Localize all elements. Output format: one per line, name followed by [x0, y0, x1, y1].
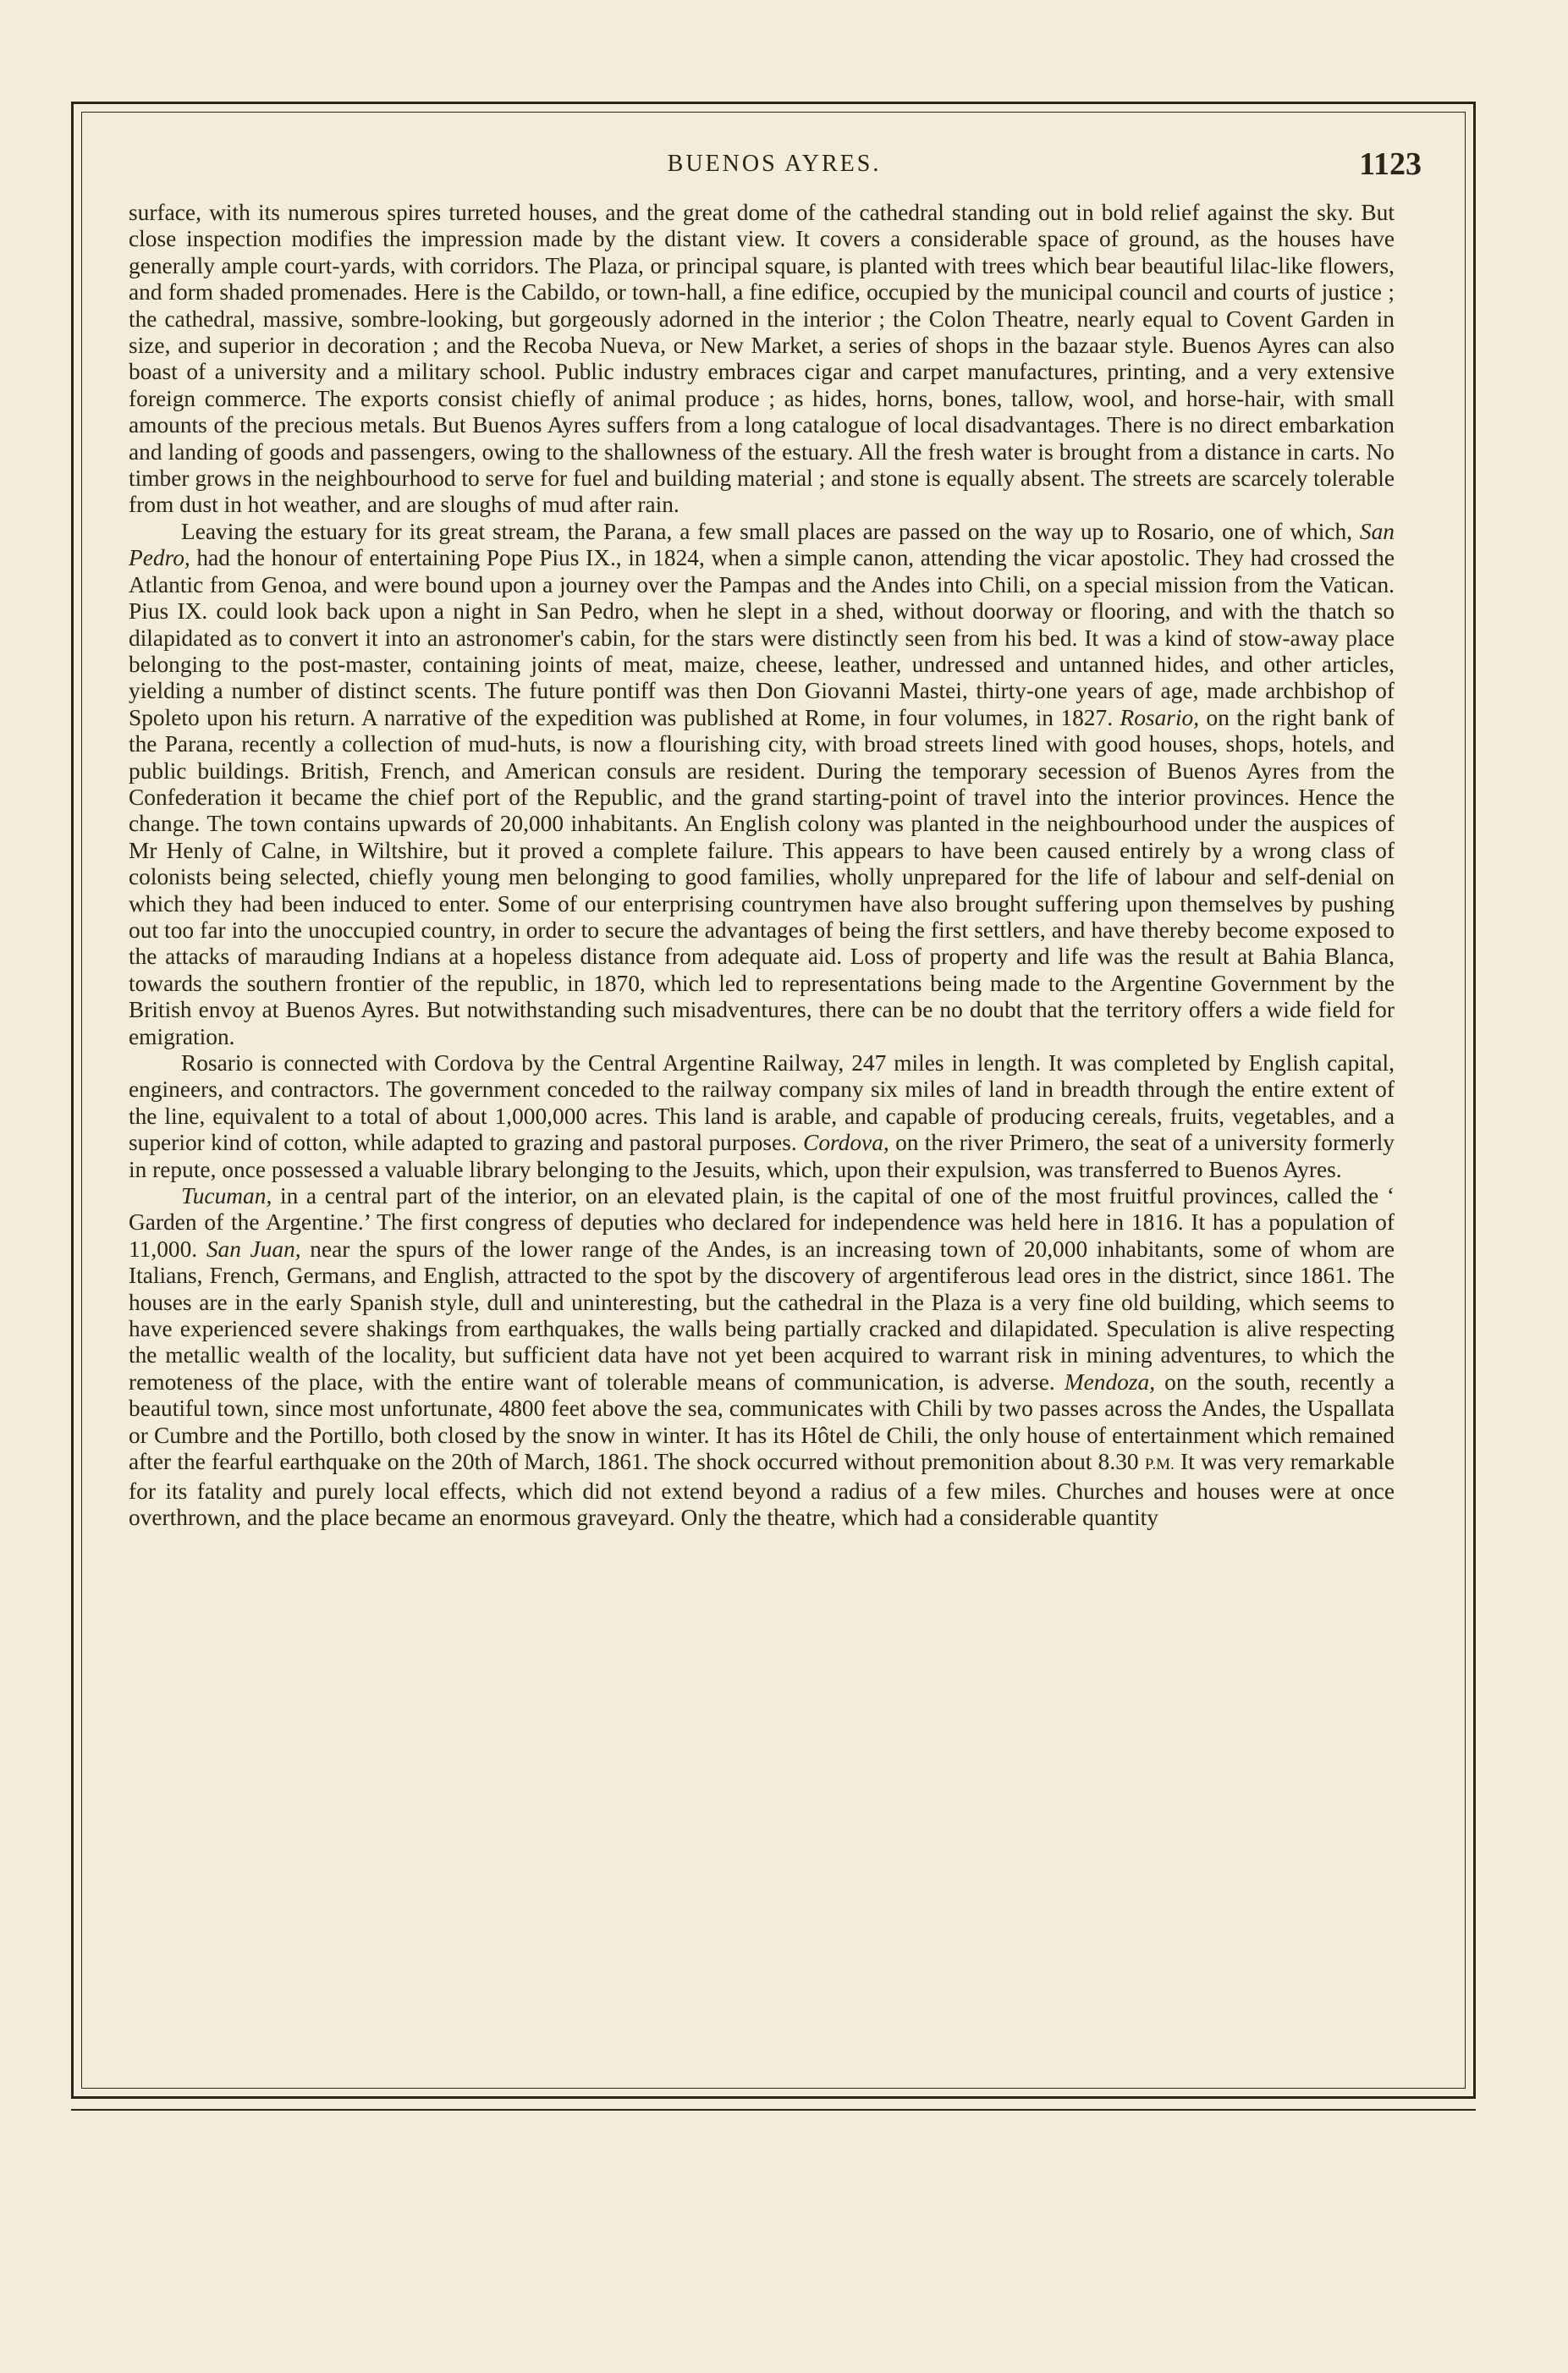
- time-abbreviation: P.M.: [1144, 1456, 1175, 1474]
- place-name-tucuman: Tucuman,: [181, 1183, 272, 1209]
- text-run: on the south, recently a beautiful town, since most unfortunate, 4800 feet above the sea, communicates with Chili by two passes across the Andes, the Uspallata or Cumbre and the Portillo, both closed by the snow in winter. It has its Hôtel de Chili, the only house of entertainment which remained after the fearful earthquake on the 20th of March, 1861. The shock occurred without premonition about 8.30: [129, 1368, 1395, 1475]
- text-run: Leaving the estuary for its great stream, the Parana, a few small places are passed on the way up to Rosario, one of which,: [181, 518, 1360, 544]
- paragraph-1: surface, with its numerous spires turreted houses, and the great dome of the cathedral standing out in bold relief against the sky. But close inspection modifies the impression made by the distant view. It covers a considerable space of ground, as the houses have generally ample court-yards, with corridors. The Plaza, or principal square, is planted with trees which bear beautiful lilac-like flowers, and form shaded promenades. Here is the Cabildo, or town-hall, a fine edifice, occupied by the municipal council and courts of justice ; the cathedral, massive, sombre-looking, but gorgeously adorned in the interior ; the Colon Theatre, nearly equal to Covent Garden in size, and superior in decoration ; and the Recoba Nueva, or New Market, a series of shops in the bazaar style. Buenos Ayres can also boast of a university and a military school. Public industry embraces cigar and carpet manufactures, printing, and a very extensive foreign commerce. The exports consist chiefly of animal produce ; as hides, horns, bones, tallow, wool, and horse-hair, with small amounts of the precious metals. But Buenos Ayres suffers from a long catalogue of local disadvantages. There is no direct embarkation and landing of goods and passengers, owing to the shallowness of the estuary. All the fresh water is brought from a distance in carts. No timber grows in the neighbourhood to serve for fuel and building material ; and stone is equally absent. The streets are scarcely tolerable from dust in hot weather, and are sloughs of mud after rain.: [129, 200, 1395, 518]
- text-run: on the right bank of the Parana, recently a collection of mud-huts, is now a flourishing city, with broad streets lined with good houses, shops, hotels, and public buildings. British, French, and American consuls are resident. During the temporary secession of Buenos Ayres from the Confederation it became the chief port of the Republic, and the grand starting-point of travel into the interior provinces. Hence the change. The town contains upwards of 20,000 inhabitants. An English colony was planted in the neighbourhood under the auspices of Mr Henly of Calne, in Wiltshire, but it proved a complete failure. This appears to have been caused entirely by a wrong class of colonists being selected, chiefly young men belonging to good families, wholly unprepared for the life of labour and self-denial on which they had been induced to enter. Some of our enterprising countrymen have also brought suffering upon themselves by pushing out too far into the unoccupied country, in order to secure the advantages of being the first settlers, and have thereby become exposed to the attacks of marauding Indians at a hopeless distance from adequate aid. Loss of property and life was the result at Bahia Blanca, towards the southern frontier of the republic, in 1870, which led to representations being made to the Argentine Government by the British envoy at Buenos Ayres. But notwithstanding such misadventures, there can be no doubt that the territory offers a wide field for emigration.: [129, 704, 1395, 1049]
- text-run: It was very remarkable for its fatality and purely local effects, which did not extend beyond a radius of a few miles. Churches and houses were at once overthrown, and the place became an enormous graveyard. Only the theatre, which had a considerable quantity: [129, 1449, 1395, 1530]
- page-number: 1123: [1359, 146, 1422, 182]
- text-run: had the honour of entertaining Pope Pius IX., in 1824, when a simple canon, attending the vicar apostolic. They had crossed the Atlantic from Genoa, and were bound upon a journey over the Pampas and the Andes into Chili, on a special mission from the Vatican. Pius IX. could look back upon a night in San Pedro, when he slept in a shed, without doorway or flooring, and with the thatch so dilapidated as to convert it into an astronomer's cabin, for the stars were distinctly seen from his bed. It was a kind of stow-away place belonging to the post-master, containing joints of meat, maize, cheese, leather, undressed and untanned hides, and other articles, yielding a number of distinct scents. The future pontiff was then Don Giovanni Mastei, thirty-one years of age, made archbishop of Spoleto upon his return. A narrative of the expedition was published at Rome, in four volumes, in 1827.: [129, 545, 1395, 730]
- text-run: in a central part of the interior, on an elevated plain, is the capital of one of the most fruitful provinces, called the ‘ Garden of the Argentine.’ The first congress of deputies who declared for independence was held here in 1816. It has a population of 11,000.: [129, 1183, 1395, 1262]
- text-run: near the spurs of the lower range of the Andes, is an increasing town of 20,000 inhabitants, some of whom are Italians, French, Germans, and English, attracted to the spot by the discovery of argentiferous lead ores in the district, since 1861. The houses are in the early Spanish style, dull and uninteresting, but the cathedral in the Plaza is a very fine old building, which seems to have experienced severe shakings from earthquakes, the walls being partially cracked and dilapidated. Speculation is alive respecting the metallic wealth of the locality, but sufficient data have not yet been acquired to warrant risk in mining adventures, to which the remoteness of the place, with the entire want of tolerable means of communication, is adverse.: [129, 1236, 1395, 1395]
- paragraph-4: [129, 1183, 1395, 1531]
- place-name-rosario: Rosario,: [1120, 704, 1200, 730]
- place-name-san-pedro: San Pedro,: [129, 518, 1395, 571]
- paragraph-3: [129, 1050, 1395, 1183]
- paragraph-2: [129, 519, 1395, 1050]
- bottom-rule: [71, 2109, 1476, 2111]
- place-name-san-juan: San Juan,: [206, 1236, 301, 1262]
- place-name-cordova: Cordova,: [803, 1130, 889, 1156]
- page-header: [127, 146, 1422, 188]
- text-run: on the river Primero, the seat of a university formerly in repute, once possessed a valuable library belonging to the Jesuits, which, upon their expulsion, was transferred to Buenos Ayres.: [129, 1130, 1395, 1182]
- running-head: BUENOS AYRES.: [667, 151, 882, 177]
- place-name-mendoza: Mendoza,: [1064, 1368, 1156, 1395]
- body-text: [129, 200, 1395, 1531]
- text-run: Rosario is connected with Cordova by the Central Argentine Railway, 247 miles in length. It was completed by English capital, engineers, and contractors. The government conceded to the railway company six miles of land in breadth through the entire extent of the line, equivalent to a total of about 1,000,000 acres. This land is arable, and capable of producing cereals, fruits, vegetables, and a superior kind of cotton, while adapted to grazing and pastoral purposes.: [129, 1050, 1395, 1156]
